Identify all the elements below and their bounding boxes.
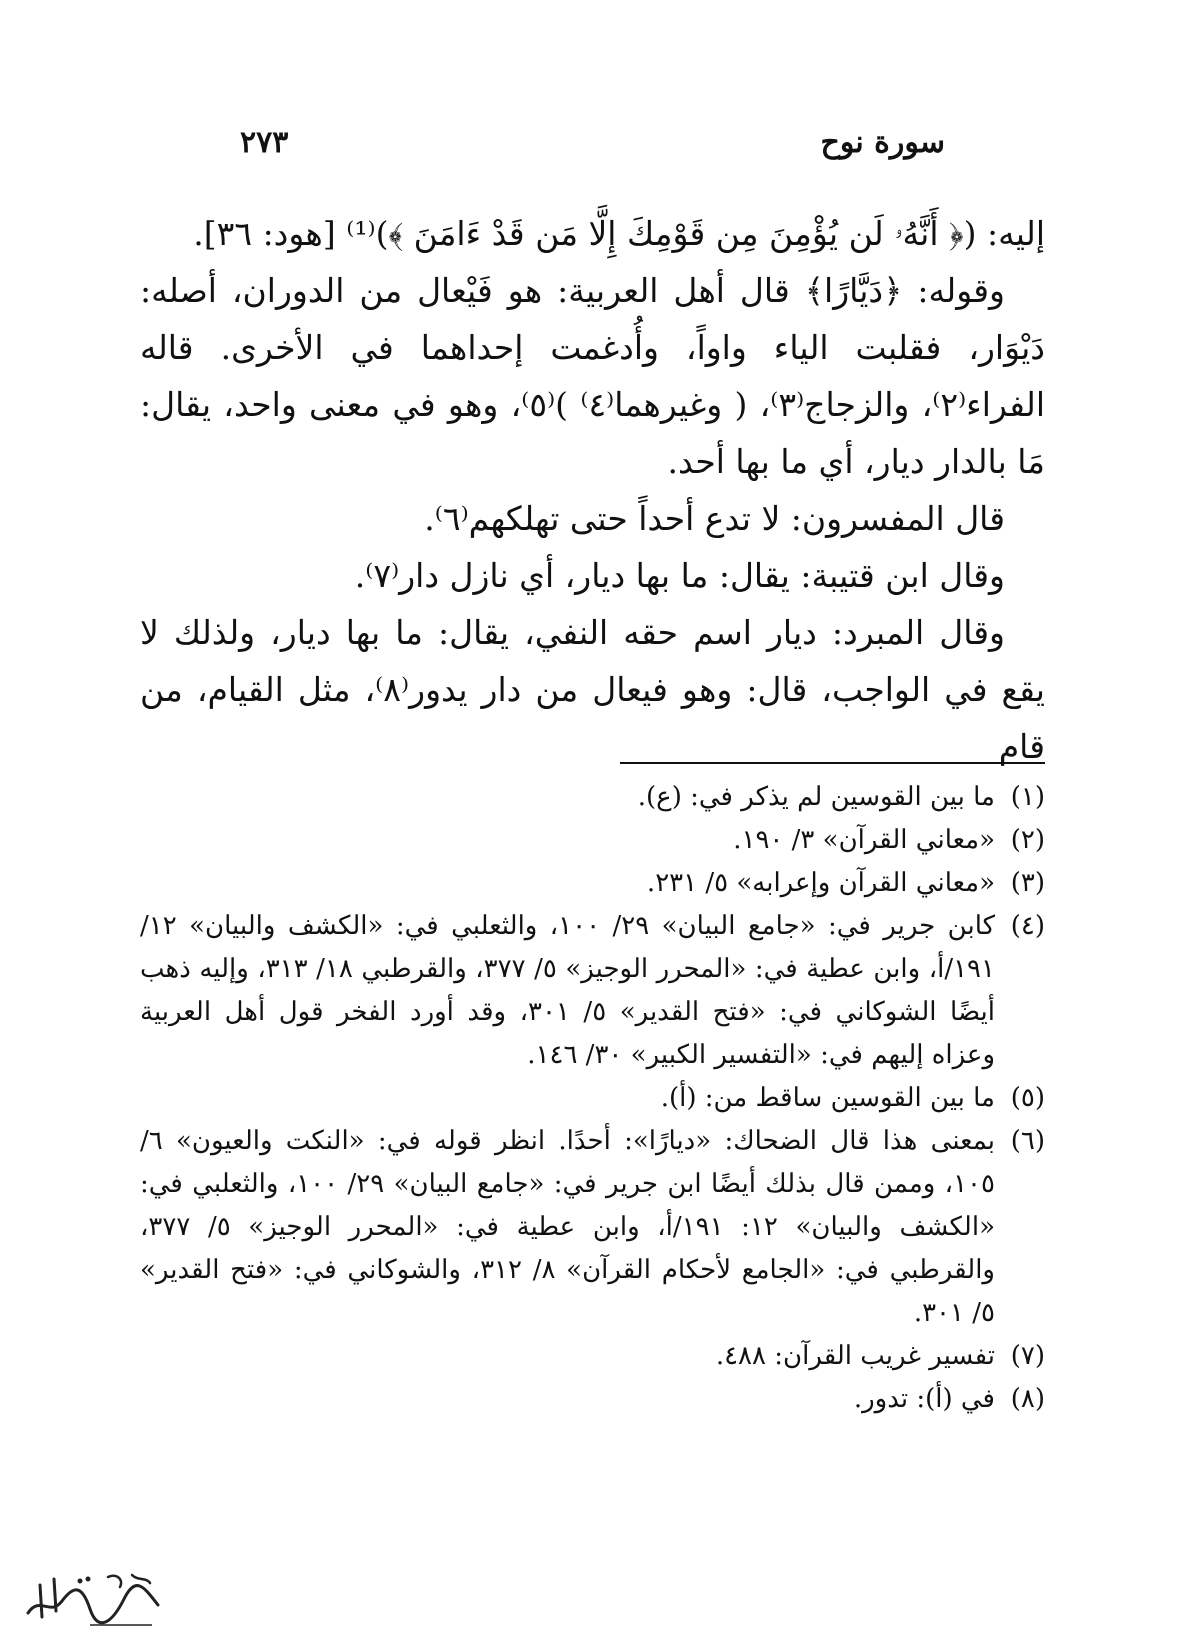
- footnote-number: (٤): [1010, 911, 1045, 941]
- calligraphy-logo-icon: [20, 1565, 165, 1635]
- footnote-number: (٨): [1010, 1384, 1045, 1414]
- footnote-3: [140, 862, 1045, 905]
- paragraph-3: قال المفسرون: لا تدع أحداً حتى تهلكهم⁽٦⁾.: [424, 499, 1005, 538]
- footnote-text: بمعنى هذا قال الضحاك: «ديارًا»: أحدًا. انظر قوله في: «النكت والعيون» ٦/ ١٠٥، وممن قال بذلك أيضًا ابن جرير في: «جامع البيان» ٢٩/ ١٠٠، والثعلبي في: «الكشف والبيان» ١٢: ١٩١/أ، وابن عطية في: «المحرر الوجيز» ٥/ ٣٧٧، والقرطبي في: «الجامع لأحكام القرآن» ٨/ ٣١٢، والشوكاني في: «فتح القدير» ٥/ ٣٠١.: [140, 1126, 995, 1328]
- paragraph-2: وقوله: ﴿دَيَّارًا﴾ قال أهل العربية: هو فَيْعال من الدوران، أصله: دَيْوَار، فقلبت الياء واواً، وأُدغمت إحداهما في الأخرى. قاله الفراء⁽٢⁾، والزجاج⁽٣⁾، ( وغيرهما⁽٤⁾ )⁽٥⁾، وهو في معنى واحد، يقال: مَا بالدار ديار، أي ما بها أحد.: [140, 271, 1045, 481]
- paragraph-1: إليه: (﴿ أَنَّهُۥ لَن يُؤْمِنَ مِن قَوْمِكَ إِلَّا مَن قَدْ ءَامَنَ ﴾)⁽¹⁾ [هود: ٣٦].: [193, 214, 1045, 253]
- paragraph-5: وقال المبرد: ديار اسم حقه النفي، يقال: ما بها ديار، ولذلك لا يقع في الواجب، قال: وهو فيعال من دار يدور⁽٨⁾، مثل القيام، من قام: [140, 613, 1045, 766]
- footnote-number: (١): [1010, 782, 1045, 812]
- footnote-5: [140, 1077, 1045, 1120]
- page-number: ٢٧٣: [240, 125, 289, 160]
- main-text: [140, 205, 1045, 775]
- paragraph-4: وقال ابن قتيبة: يقال: ما بها ديار، أي نازل دار⁽٧⁾.: [354, 556, 1005, 595]
- footnote-number: (٢): [1010, 825, 1045, 855]
- footnote-7: [140, 1335, 1045, 1378]
- footnote-text: ما بين القوسين لم يذكر في: (ع).: [637, 782, 995, 812]
- footnote-text: في (أ): تدور.: [853, 1384, 995, 1414]
- footnote-4: [140, 905, 1045, 1077]
- footnote-1: [140, 776, 1045, 819]
- surah-title: سورة نوح: [820, 125, 945, 160]
- footnote-text: ما بين القوسين ساقط من: (أ).: [660, 1083, 995, 1113]
- footnote-text: كابن جرير في: «جامع البيان» ٢٩/ ١٠٠، والثعلبي في: «الكشف والبيان» ١٢/ ١٩١/أ، وابن عطية في: «المحرر الوجيز» ٥/ ٣٧٧، والقرطبي ١٨/ ٣١٣، وإليه ذهب أيضًا الشوكاني في: «فتح القدير» ٥/ ٣٠١، وقد أورد الفخر قول أهل العربية وعزاه إليهم في: «التفسير الكبير» ٣٠/ ١٤٦.: [140, 911, 996, 1070]
- page-header: [240, 125, 945, 175]
- footnote-text: «معاني القرآن وإعرابه» ٥/ ٢٣١.: [646, 868, 995, 898]
- footnote-2: [140, 819, 1045, 862]
- publisher-logo: [20, 1565, 165, 1635]
- footnote-6: [140, 1120, 1045, 1335]
- footnote-8: [140, 1378, 1045, 1421]
- footnote-text: تفسير غريب القرآن: ٤٨٨.: [715, 1341, 995, 1371]
- footnote-number: (٧): [1010, 1341, 1045, 1371]
- footnote-number: (٥): [1010, 1083, 1045, 1113]
- footnote-number: (٣): [1010, 868, 1045, 898]
- footnote-divider: [620, 762, 1045, 764]
- footnote-text: «معاني القرآن» ٣/ ١٩٠.: [733, 825, 995, 855]
- footnote-number: (٦): [1010, 1126, 1045, 1156]
- footnotes: [140, 776, 1045, 1421]
